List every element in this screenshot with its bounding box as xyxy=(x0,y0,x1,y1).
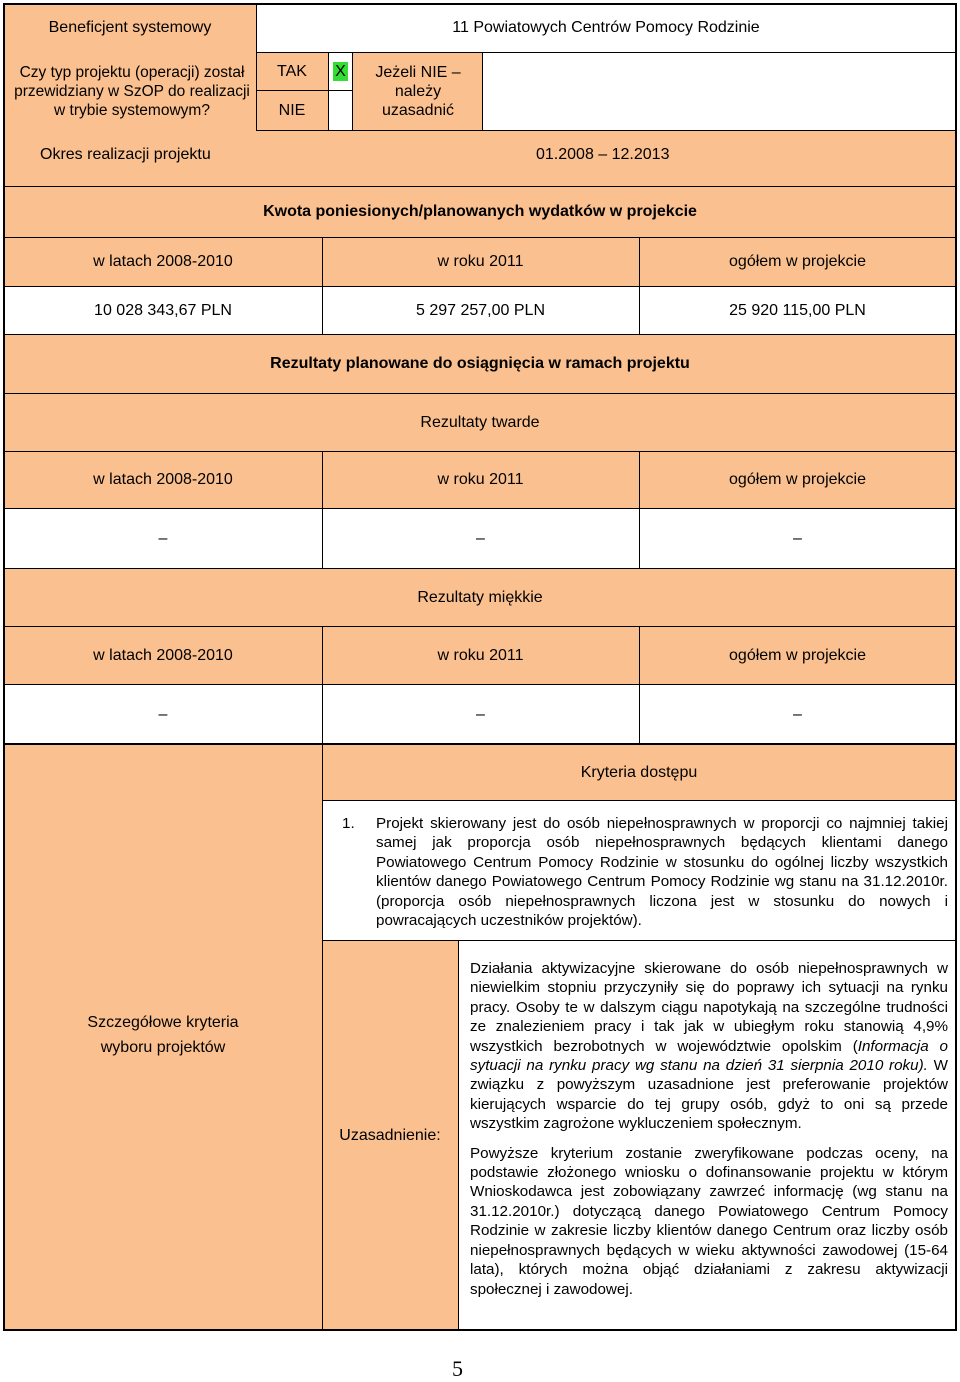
hard-value-total: – xyxy=(793,529,802,547)
yes-checkbox[interactable] xyxy=(329,53,352,90)
results-title: Rezultaty planowane do osiągnięcia w ramach projektu xyxy=(270,355,690,372)
exp-value-2011: 5 297 257,00 PLN xyxy=(416,301,545,319)
hard-col-2008-2010: w latach 2008-2010 xyxy=(93,471,233,488)
exp-col-total: ogółem w projekcie xyxy=(729,253,866,270)
system-mode-question: Czy typ projektu (operacji) został przewidziany w SzOP do realizacji w trybie systemowym? xyxy=(14,63,250,119)
hard-col-2011: w roku 2011 xyxy=(437,471,524,488)
hard-results-title: Rezultaty twarde xyxy=(420,413,540,431)
soft-value-2008-2010: – xyxy=(158,705,168,723)
justify-label: Jeżeli NIE – należy uzasadnić xyxy=(375,63,461,119)
exp-col-2011: w roku 2011 xyxy=(437,253,524,270)
period-value: 01.2008 – 12.2013 xyxy=(536,146,670,163)
exp-value-total: 25 920 115,00 PLN xyxy=(729,301,866,319)
soft-col-total: ogółem w projekcie xyxy=(729,646,866,664)
no-label: NIE xyxy=(278,101,306,119)
beneficiary-label: Beneficjent systemowy xyxy=(48,19,212,36)
hard-value-2011: – xyxy=(476,529,485,547)
hard-col-total: ogółem w projekcie xyxy=(729,471,866,488)
period-label: Okres realizacji projektu xyxy=(40,146,211,163)
justification-paragraph-2: Powyższe kryterium zostanie zweryfikowane podczas oceny, na podstawie złożonego wniosku o dofinansowanie projektu w którym Wnioskodawca jest zobowiązany zawrzeć informację (wg stanu na 31.12.2010r.) dotyczącą danego Powiatowego Centrum Pomocy Rodzinie w zakresie liczby klientów danego Centrum oraz liczby osób niepełnosprawnych będących w wieku aktywności zawodowej (15-64 lata), których można objąć działaniami z zakresu aktywizacji społecznej i zawodowej. xyxy=(470,1144,948,1298)
access-item-text: Projekt skierowany jest do osób niepełnosprawnych w proporcji co najmniej takiej samej jak proporcja osób niepełnosprawnych będących klientami danego Powiatowego Centrum Pomocy Rodzinie w stosunku do ogólnej liczby wszystkich klientów danego Powiatowego Centrum Pomocy Rodzinie wg stanu na 31.12.2010r. (proporcja osób niepełnosprawnych liczona jest w stosunku do nowych i powracających uczestników projektów). xyxy=(376,815,948,930)
soft-col-2008-2010: w latach 2008-2010 xyxy=(93,646,233,664)
page-number: 5 xyxy=(452,1356,463,1381)
no-checkbox[interactable] xyxy=(329,91,352,130)
access-item-number: 1. xyxy=(342,815,355,832)
hard-value-2008-2010: – xyxy=(158,529,168,547)
justification-label: Uzasadnienie: xyxy=(339,1126,441,1144)
justification-text xyxy=(470,959,948,1299)
expenditure-title: Kwota poniesionych/planowanych wydatków w projekcie xyxy=(263,203,697,220)
soft-col-2011: w roku 2011 xyxy=(437,646,524,664)
yes-label: TAK xyxy=(277,62,307,80)
detailed-criteria-label: Szczegółowe kryteria wyboru projektów xyxy=(87,1014,239,1056)
soft-value-total: – xyxy=(793,705,802,723)
exp-col-2008-2010: w latach 2008-2010 xyxy=(93,253,233,270)
justification-paragraph-1: Działania aktywizacyjne skierowane do osób niepełnosprawnych w niewielkim stopniu przyczyniły się do poprawy ich sytuacji na rynku pracy. Osoby te w dalszym ciągu napotykają na szczególne trudności ze znalezieniem pracy i tak jak w ubiegłym roku stanowią 4,9% wszystkich bezrobotnych w województwie opolskim (Informacja o sytuacji na rynku pracy wg stanu na dzień 31 sierpnia 2010 roku). W związku z powyższym uzasadnione jest preferowanie projektów kierujących wsparcie do tej grupy osób, gdyż to oni są przede wszystkim zagrożone wykluczeniem społecznym. xyxy=(470,960,948,1133)
beneficiary-value: 11 Powiatowych Centrów Pomocy Rodzinie xyxy=(452,19,760,36)
yes-mark: X xyxy=(335,63,346,80)
soft-value-2011: – xyxy=(476,705,485,723)
soft-results-title: Rezultaty miękkie xyxy=(417,588,543,606)
access-criteria-title: Kryteria dostępu xyxy=(580,763,698,781)
exp-value-2008-2010: 10 028 343,67 PLN xyxy=(94,301,232,319)
